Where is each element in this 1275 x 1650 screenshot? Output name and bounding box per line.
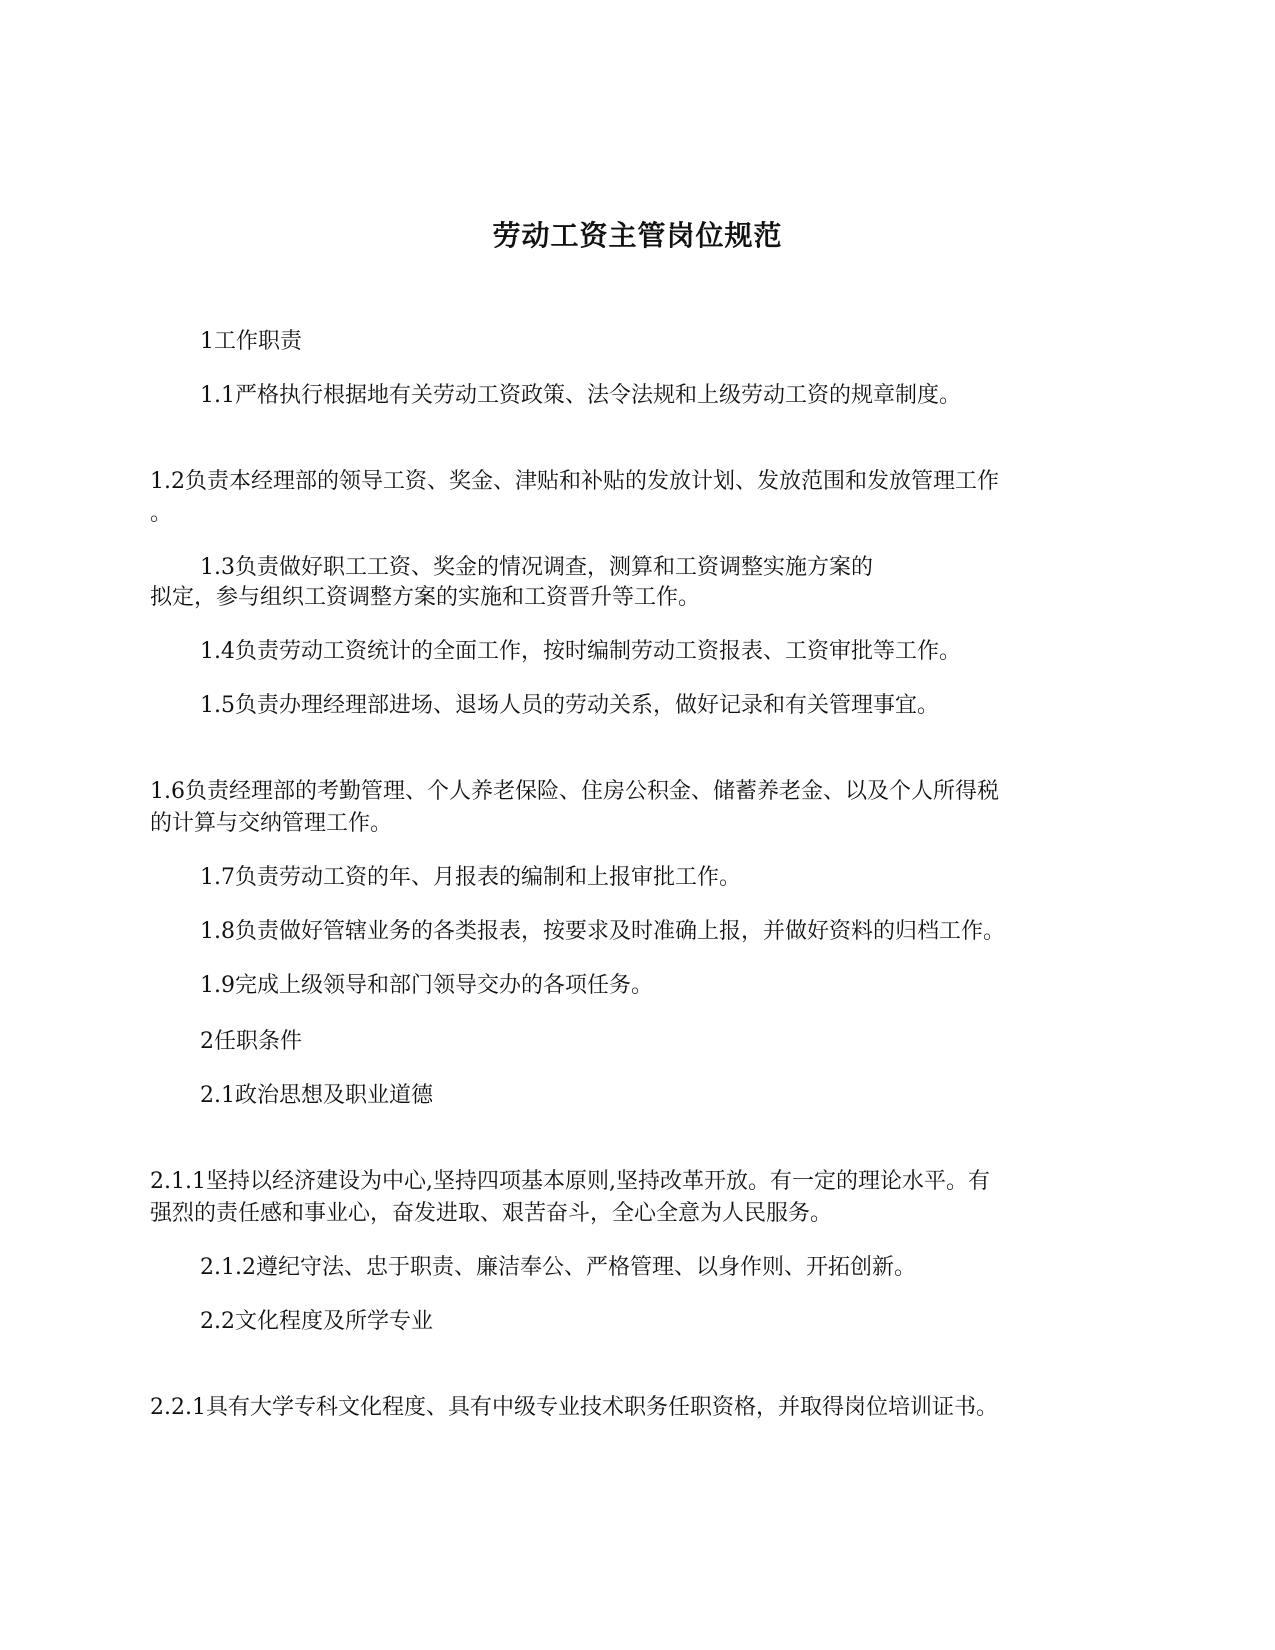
paragraph-1-4: 1.4负责劳动工资统计的全面工作，按时编制劳动工资报表、工资审批等工作。 bbox=[200, 639, 961, 664]
paragraph-2-1-2: 2.1.2遵纪守法、忠于职责、廉洁奉公、严格管理、以身作则、开拓创新。 bbox=[200, 1255, 916, 1280]
paragraph-1-7: 1.7负责劳动工资的年、月报表的编制和上报审批工作。 bbox=[200, 865, 741, 890]
subsection-heading-2-2: 2.2文化程度及所学专业 bbox=[200, 1309, 433, 1334]
paragraph-2-2-1: 2.2.1具有大学专科文化程度、具有中级专业技术职务任职资格，并取得岗位培训证书。 bbox=[150, 1395, 998, 1420]
paragraph-1-3: 1.3负责做好职工工资、奖金的情况调查，测算和工资调整实施方案的 bbox=[200, 555, 873, 580]
paragraph-1-6-continued: 的计算与交纳管理工作。 bbox=[150, 811, 393, 836]
paragraph-1-9: 1.9完成上级领导和部门领导交办的各项任务。 bbox=[200, 973, 653, 998]
paragraph-1-1: 1.1严格执行根据地有关劳动工资政策、法令法规和上级劳动工资的规章制度。 bbox=[200, 383, 961, 408]
paragraph-2-1-1: 2.1.1坚持以经济建设为中心,坚持四项基本原则,坚持改革开放。有一定的理论水平。有 bbox=[150, 1169, 990, 1194]
document-title: 劳动工资主管岗位规范 bbox=[492, 219, 783, 252]
subsection-heading-2-1: 2.1政治思想及职业道德 bbox=[200, 1083, 433, 1108]
section-heading-2: 2任职条件 bbox=[200, 1029, 302, 1054]
paragraph-1-6: 1.6负责经理部的考勤管理、个人养老保险、住房公积金、储蓄养老金、以及个人所得税 bbox=[150, 779, 999, 804]
paragraph-1-5: 1.5负责办理经理部进场、退场人员的劳动关系，做好记录和有关管理事宜。 bbox=[200, 693, 939, 718]
paragraph-1-8: 1.8负责做好管辖业务的各类报表，按要求及时准确上报，并做好资料的归档工作。 bbox=[200, 919, 1005, 944]
paragraph-2-1-1-continued: 强烈的责任感和事业心，奋发进取、艰苦奋斗，全心全意为人民服务。 bbox=[150, 1201, 833, 1226]
paragraph-1-2: 1.2负责本经理部的领导工资、奖金、津贴和补贴的发放计划、发放范围和发放管理工作 bbox=[150, 469, 999, 494]
paragraph-1-3-continued: 拟定，参与组织工资调整方案的实施和工资晋升等工作。 bbox=[150, 585, 701, 610]
paragraph-1-2-continued: 。 bbox=[150, 501, 173, 526]
section-heading-1: 1工作职责 bbox=[200, 329, 302, 354]
